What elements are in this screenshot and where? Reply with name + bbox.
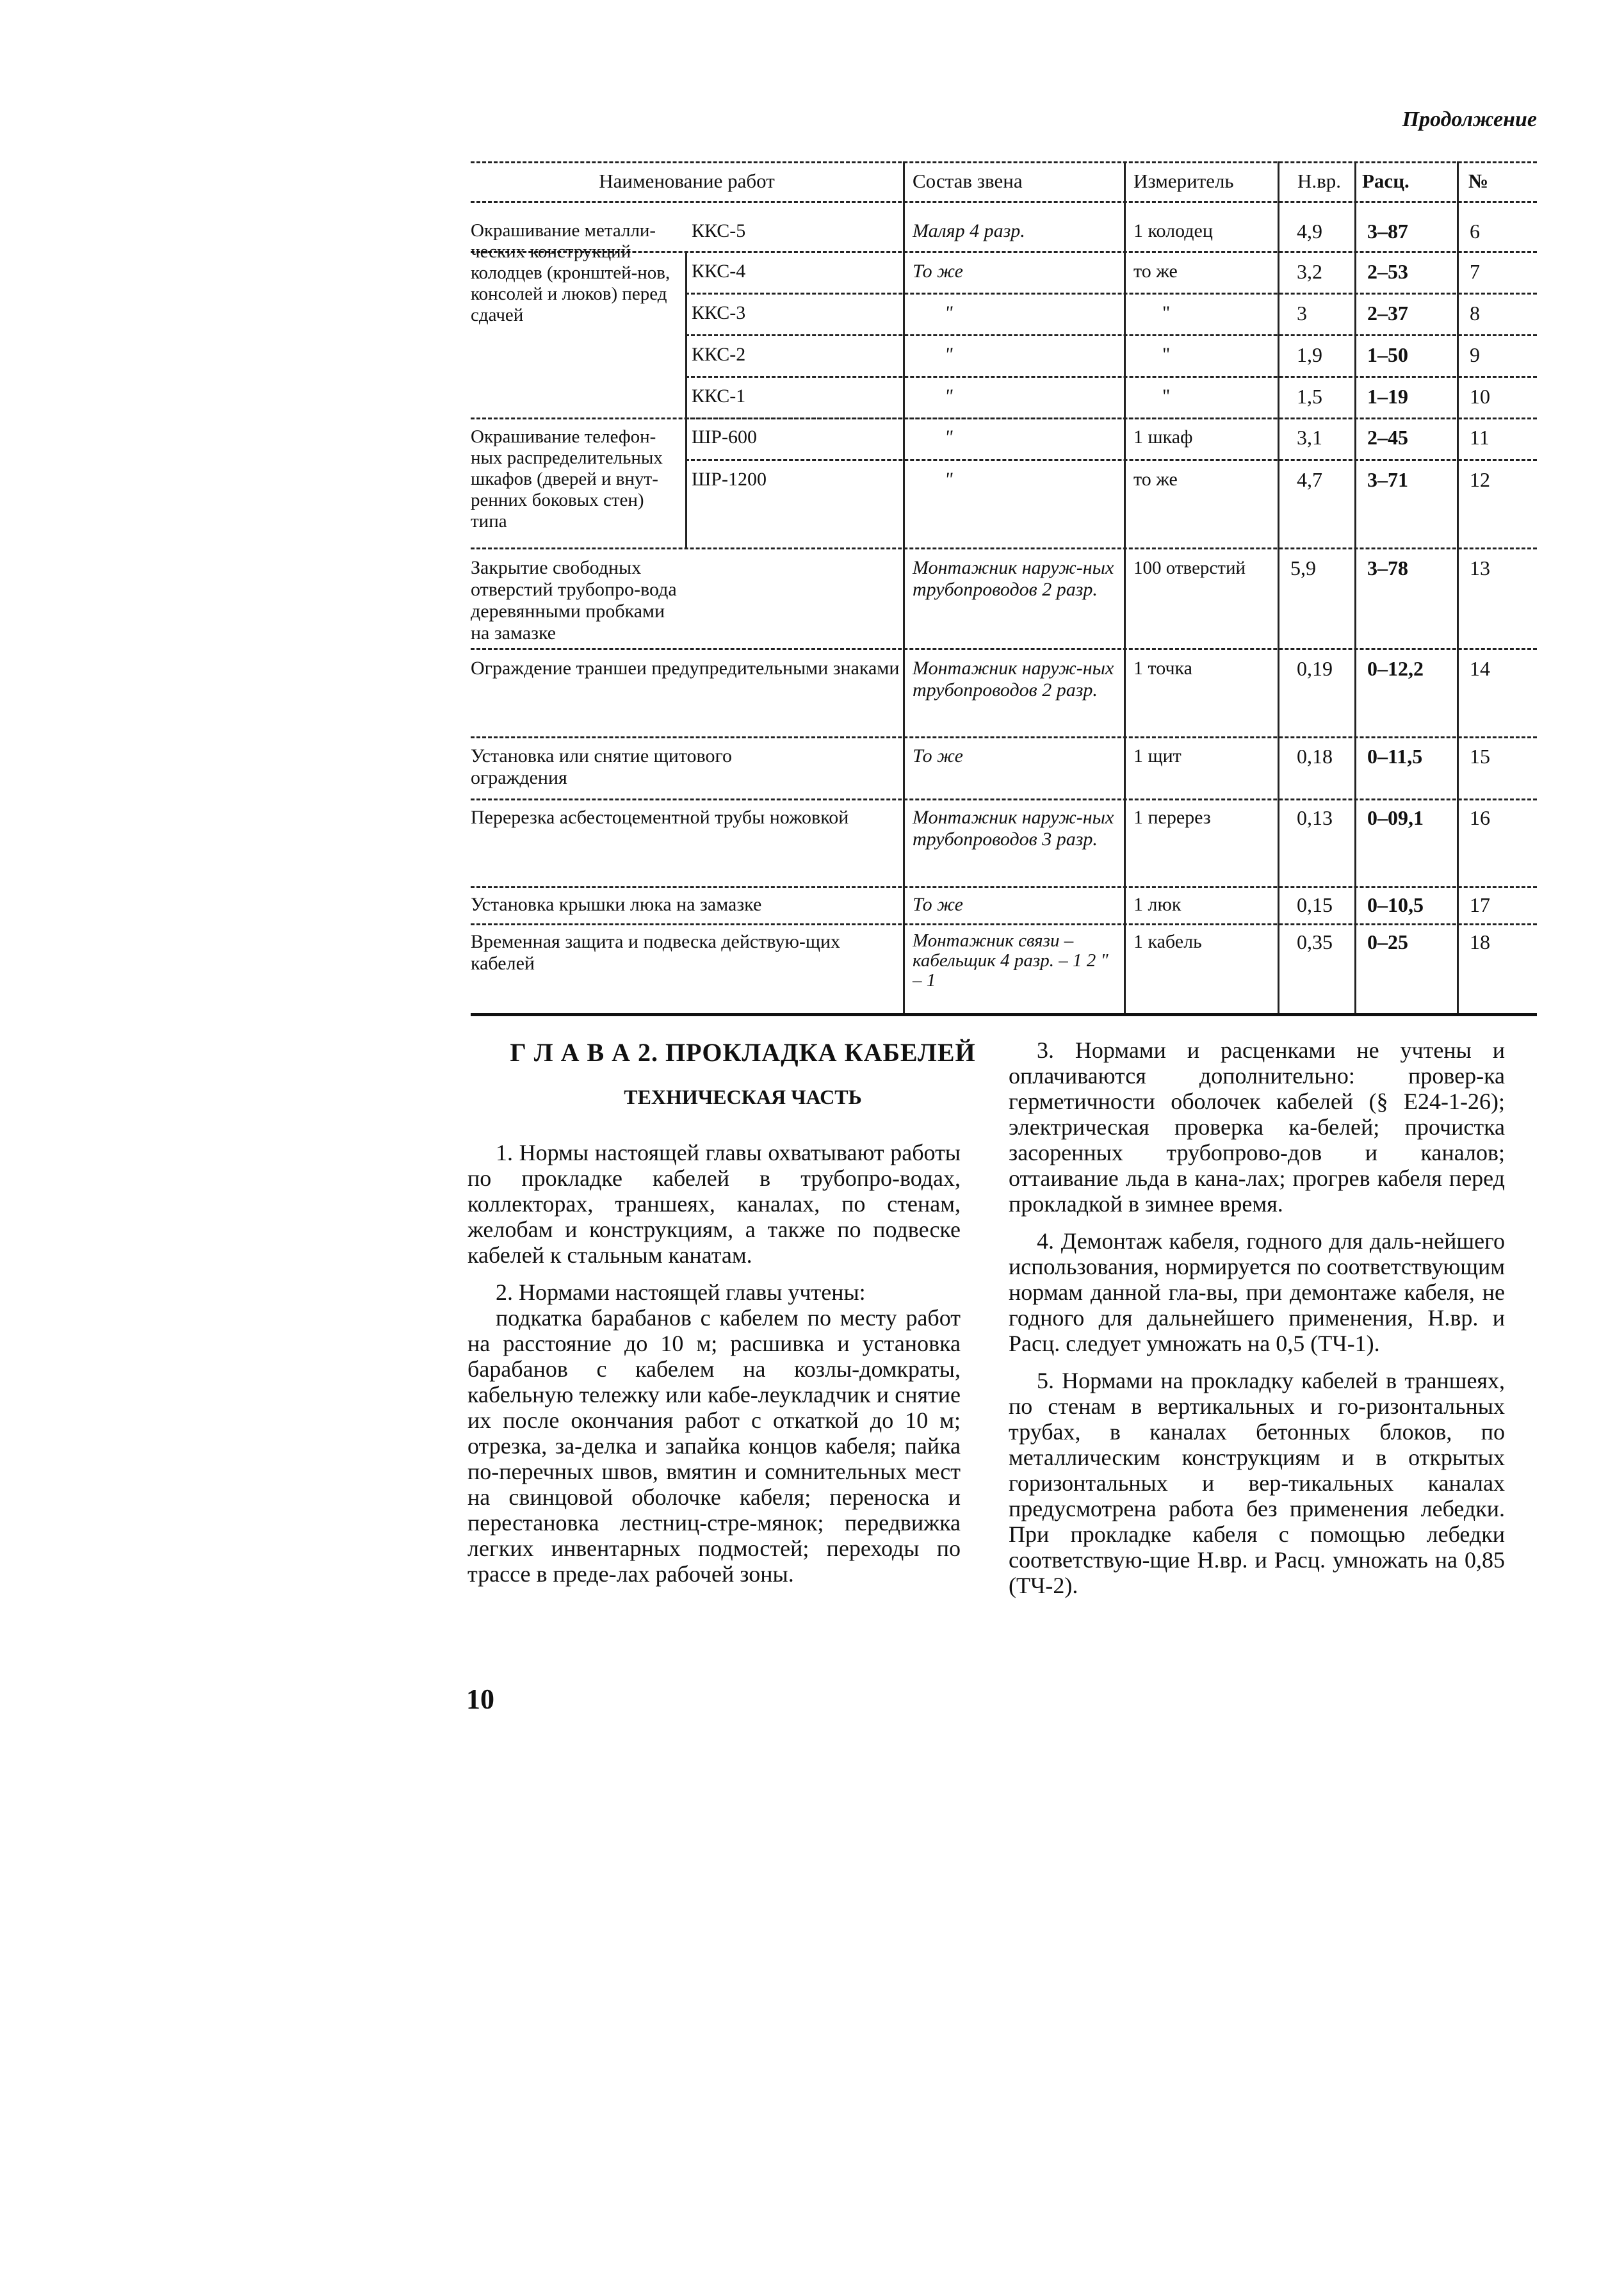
row-rate: 0–11,5: [1367, 745, 1423, 768]
row-sub: ШР-600: [692, 426, 757, 448]
row-time: 0,15: [1297, 893, 1333, 916]
row-number: 8: [1470, 302, 1480, 325]
row-number: 6: [1470, 220, 1480, 243]
col-header-unit: Измеритель: [1133, 170, 1234, 192]
row-time: 4,7: [1297, 468, 1322, 491]
row-crew: ": [945, 469, 953, 490]
row-time: 3: [1297, 302, 1307, 325]
row-rate: 0–09,1: [1367, 806, 1424, 829]
row-crew: Монтажник связи – кабельщик 4 разр. – 1 2 " – 1: [913, 930, 1108, 991]
row-unit: ": [1162, 302, 1171, 323]
row-number: 11: [1470, 426, 1490, 449]
group1-name: Окрашивание металли-ческих конструкций колодцев (кронштей-нов, консолей и люков) перед сдачей: [471, 220, 670, 325]
row-sub: ККС-2: [692, 344, 746, 365]
col-header-name: Наименование работ: [599, 170, 775, 192]
row-unit: 1 кабель: [1133, 931, 1202, 952]
row-unit: то же: [1133, 469, 1178, 490]
row-rate: 2–37: [1367, 302, 1408, 325]
row-unit: 1 перерез: [1133, 807, 1211, 828]
row-name: Закрытие свободных отверстий трубопро-вода деревянными пробками на замазке: [471, 557, 677, 644]
row-sub: ШР-1200: [692, 469, 767, 490]
row-number: 10: [1470, 385, 1490, 408]
row-number: 12: [1470, 468, 1490, 491]
row-rate: 2–45: [1367, 426, 1408, 449]
row-rate: 0–25: [1367, 930, 1408, 953]
row-rate: 0–12,2: [1367, 657, 1424, 680]
paragraph: 2. Нормами настоящей главы учтены:: [496, 1279, 866, 1305]
row-name: Установка или снятие щитового ограждения: [471, 745, 733, 788]
row-crew: Маляр 4 разр.: [913, 220, 1025, 241]
row-sub: ККС-1: [692, 385, 746, 407]
paragraph: 4. Демонтаж кабеля, годного для даль-нейшего использования, нормируется по соответствующим нормам данной гла-вы, при демонтаже кабеля, не годного для дальнейшего применения, Н.вр. и Расц. следует умножать на 0,5 (ТЧ-1).: [1009, 1228, 1505, 1356]
row-time: 0,19: [1297, 657, 1333, 680]
row-number: 9: [1470, 343, 1480, 366]
row-unit: ": [1162, 385, 1171, 407]
right-column: [1009, 1037, 1505, 1610]
row-crew: Монтажник наруж-ных трубопроводов 2 разр.: [913, 557, 1114, 600]
row-unit: 1 щит: [1133, 745, 1181, 766]
chapter-title: Г Л А В А 2. ПРОКЛАДКА КАБЕЛЕЙ: [510, 1038, 976, 1067]
row-number: 18: [1470, 930, 1490, 953]
row-time: 3,2: [1297, 260, 1322, 283]
row-sub: ККС-4: [692, 261, 746, 282]
continuation-label: Продолжение: [1402, 108, 1537, 131]
row-number: 13: [1470, 556, 1490, 580]
row-rate: 1–50: [1367, 343, 1408, 366]
row-crew: ": [945, 385, 953, 407]
col-header-time: Н.вр.: [1297, 170, 1342, 192]
row-crew: То же: [913, 261, 963, 282]
row-time: 0,18: [1297, 745, 1333, 768]
row-name: Временная защита и подвеска действую-щих кабелей: [471, 931, 841, 974]
row-time: 0,13: [1297, 806, 1333, 829]
row-time: 4,9: [1297, 220, 1322, 243]
paragraph: 3. Нормами и расценками не учтены и оплачиваются дополнительно: провер-ка герметичности оболочек кабелей (§ Е24-1-26); электрическая проверка ка-белей; прочистка засоренных трубопрово-дов и каналов; оттаивание льда в кана-лах; прогрев кабеля перед прокладкой в зимнее время.: [1009, 1037, 1505, 1217]
chapter-subtitle: ТЕХНИЧЕСКАЯ ЧАСТЬ: [624, 1085, 862, 1108]
row-unit: то же: [1133, 261, 1178, 282]
row-rate: 3–71: [1367, 468, 1408, 491]
row-number: 15: [1470, 745, 1490, 768]
row-sub: ККС-5: [692, 220, 746, 241]
row-crew: Монтажник наруж-ных трубопроводов 2 разр.: [913, 658, 1114, 701]
row-rate: 3–78: [1367, 556, 1408, 580]
row-time: 5,9: [1290, 556, 1316, 580]
row-name: Ограждение траншеи предупредительными знаками: [471, 658, 900, 679]
row-time: 1,9: [1297, 343, 1322, 366]
left-column: [467, 1140, 961, 1598]
paragraph: 1. Нормы настоящей главы охватывают работы по прокладке кабелей в трубопро-водах, коллекторах, траншеях, каналах, по стенам, желобам и конструкциям, а также по подвеске кабелей к стальным канатам.: [467, 1140, 961, 1268]
row-sub: ККС-3: [692, 302, 746, 323]
row-crew: ": [945, 302, 953, 323]
row-rate: 1–19: [1367, 385, 1408, 408]
paragraph: подкатка барабанов с кабелем по месту работ на расстояние до 10 м; расшивка и установка барабанов с кабелем на козлы-домкраты, кабельную тележку или кабе-леукладчик и снятие их после окончания работ с откаткой до 10 м; отрезка, за-делка и запайка концов кабеля; пайка по-перечных швов, вмятин и сомнительных мест на свинцовой оболочке кабеля; переноска и перестановка лестниц-стре-мянок; передвижка легких инвентарных подмостей; переходы по трассе в преде-лах рабочей зоны.: [467, 1305, 961, 1587]
row-unit: 1 колодец: [1133, 220, 1213, 241]
row-number: 14: [1470, 657, 1490, 680]
row-crew: Монтажник наруж-ных трубопроводов 3 разр.: [913, 807, 1114, 850]
row-rate: 2–53: [1367, 260, 1408, 283]
row-number: 7: [1470, 260, 1480, 283]
group2-name: Окрашивание телефон-ных распределительных шкафов (дверей и внут-ренних боковых стен) типа: [471, 426, 663, 531]
row-rate: 3–87: [1367, 220, 1408, 243]
row-time: 3,1: [1297, 426, 1322, 449]
row-unit: ": [1162, 344, 1171, 365]
row-time: 0,35: [1297, 930, 1333, 953]
row-unit: 1 люк: [1133, 894, 1181, 915]
row-name: Перерезка асбестоцементной трубы ножовкой: [471, 807, 849, 828]
row-name: Установка крышки люка на замазке: [471, 894, 762, 915]
row-unit: 1 точка: [1133, 658, 1192, 679]
row-rate: 0–10,5: [1367, 893, 1424, 916]
row-number: 17: [1470, 893, 1490, 916]
row-crew: То же: [913, 894, 963, 915]
row-unit: 1 шкаф: [1133, 426, 1193, 448]
row-crew: То же: [913, 745, 963, 766]
row-unit: 100 отверстий: [1133, 558, 1246, 578]
col-header-number: №: [1468, 170, 1489, 192]
row-crew: ": [945, 344, 953, 365]
row-time: 1,5: [1297, 385, 1322, 408]
col-header-crew: Состав звена: [913, 170, 1023, 192]
row-crew: ": [945, 426, 953, 448]
paragraph: 5. Нормами на прокладку кабелей в траншеях, по стенам в вертикальных и го-ризонтальных трубах, в каналах бетонных блоков, по металлическим конструкциям и в открытых горизонтальных и вер-тикальных каналах предусмотрена работа без применения лебедки. При прокладке кабеля с помощью лебедки соответствую-щие Н.вр. и Расц. умножать на 0,85 (ТЧ-2).: [1009, 1368, 1505, 1598]
col-header-rate: Расц.: [1362, 170, 1409, 192]
page-number: 10: [466, 1683, 494, 1715]
row-number: 16: [1470, 806, 1490, 829]
